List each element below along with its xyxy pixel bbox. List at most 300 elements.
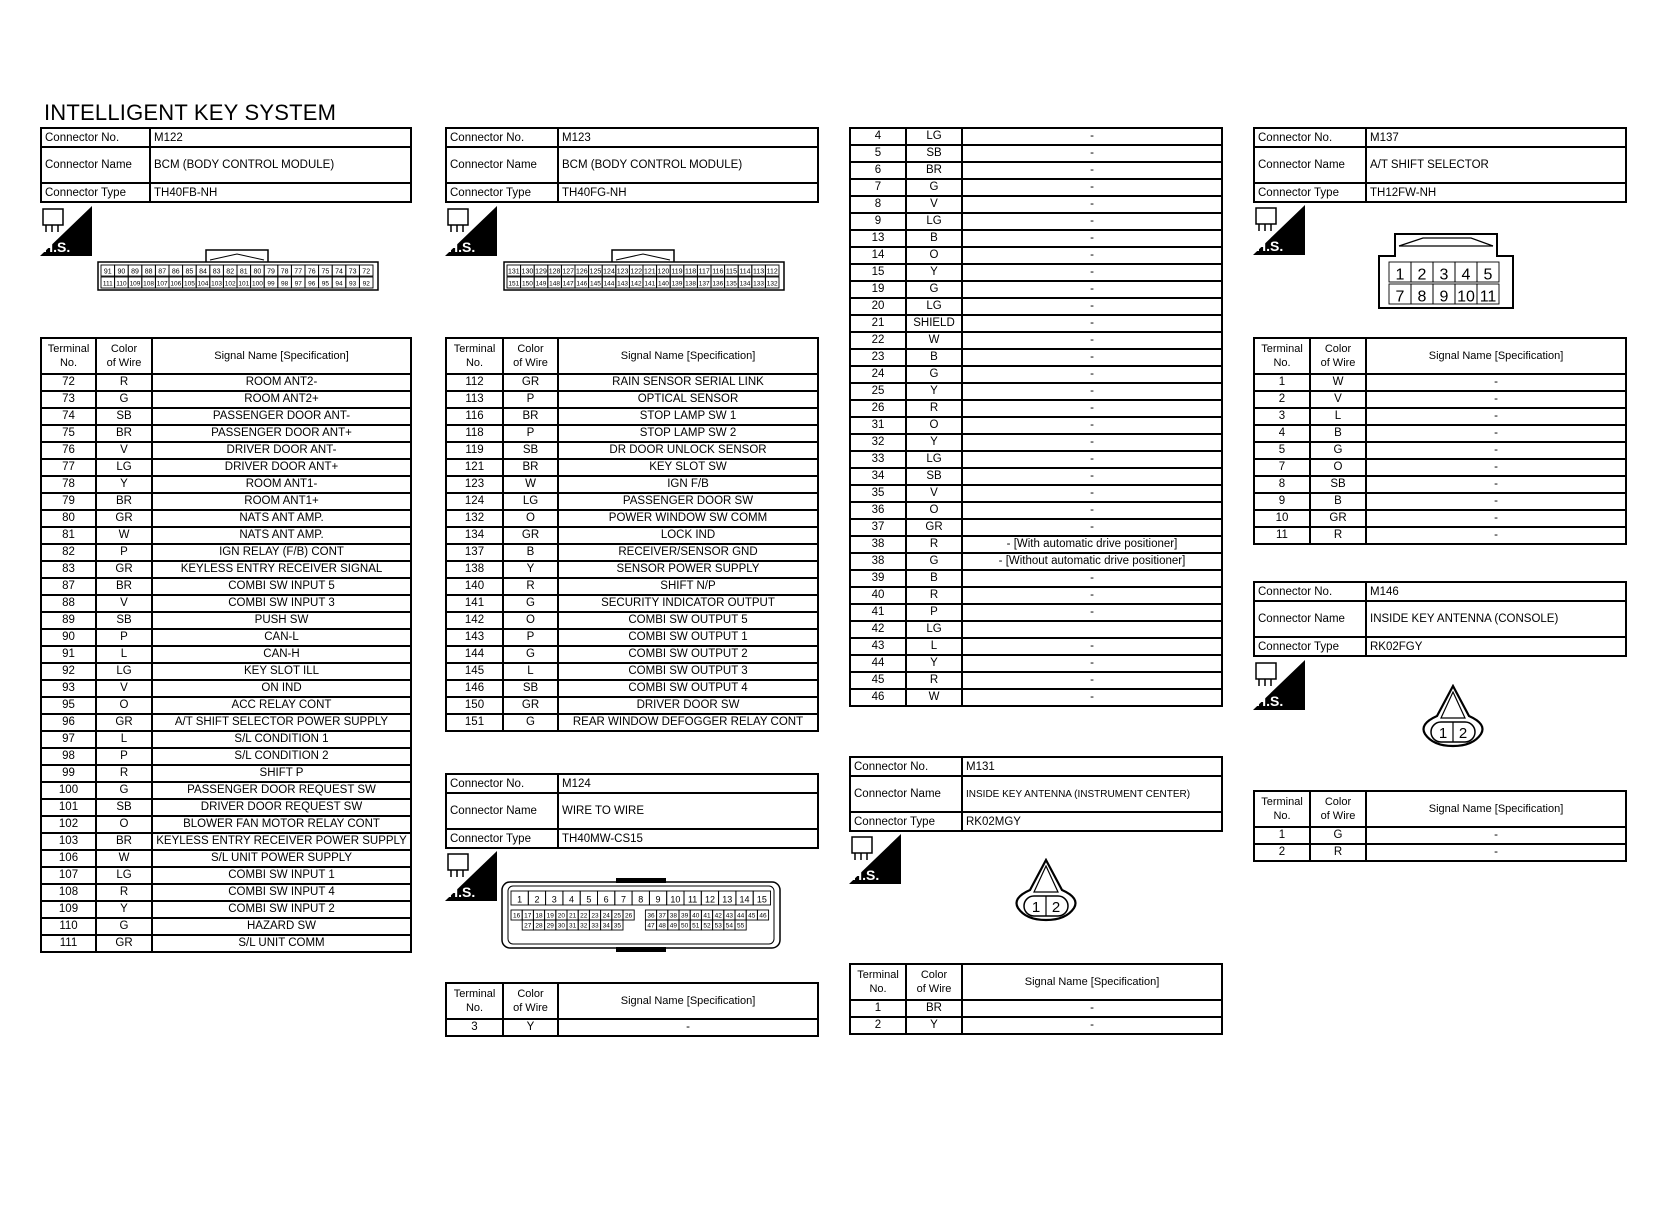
label-connector-type: Connector Type [1254,637,1366,656]
table-row [1254,510,1626,527]
terminal-no: 150 [446,697,503,714]
terminal-no: 107 [41,867,96,884]
header-wire-color: Color of Wire [1310,338,1366,374]
wire-color: LG [96,459,152,476]
terminal-no: 97 [41,731,96,748]
signal-name: - [558,1019,818,1036]
terminal-no: 4 [1254,425,1310,442]
terminal-no: 38 [850,536,906,553]
connector-key [616,947,666,952]
terminal-no: 119 [446,442,503,459]
m131-connector-name: INSIDE KEY ANTENNA (INSTRUMENT CENTER) [962,776,1222,812]
table-row [41,935,411,952]
table-row [41,697,411,714]
terminal-no: 109 [41,901,96,918]
terminal-no: 76 [41,442,96,459]
wire-color: GR [96,714,152,731]
wire-color: Y [96,476,152,493]
table-row [446,714,818,731]
wire-color: Y [96,901,152,918]
wire-color: Y [906,434,962,451]
table-row [41,663,411,680]
wire-color: W [1310,374,1366,391]
pin-number: 6 [603,894,609,905]
pin-number: 46 [759,912,767,920]
wire-color: LG [96,867,152,884]
signal-name: DRIVER DOOR ANT- [152,442,411,459]
pin-number: 26 [624,912,633,920]
pin-number: 18 [535,912,543,920]
table-row [850,366,1222,383]
pin-number: 31 [568,922,577,930]
pin-number: 1 [517,894,523,905]
pin-number: 10 [1457,288,1475,306]
pin-number: 88 [144,268,153,276]
wire-color: G [1310,827,1366,844]
table-row [41,816,411,833]
pin-number: 76 [307,268,316,276]
pin-number: 5 [586,894,592,905]
connector-latch [1399,238,1493,246]
pin-number: 49 [669,922,678,930]
signal-name: LOCK IND [558,527,818,544]
harness-side-icon [849,834,901,889]
signal-name: - [With automatic drive positioner] [962,536,1222,553]
table-row [850,451,1222,468]
header-wire-color: Color of Wire [1310,791,1366,827]
terminal-no: 1 [850,1000,906,1017]
wire-color: L [503,663,558,680]
signal-name: - [1366,493,1626,510]
pin-number: 83 [212,268,221,276]
label-connector-type: Connector Type [850,812,962,831]
pin-number: 129 [535,268,547,276]
pin-number: 106 [170,280,182,288]
terminal-no: 83 [41,561,96,578]
wire-color: R [96,765,152,782]
wire-color: Y [906,264,962,281]
label-connector-type: Connector Type [1254,183,1366,202]
signal-name: - [962,519,1222,536]
signal-name: KEY SLOT ILL [152,663,411,680]
pin-number: 136 [712,280,724,288]
table-row [850,1017,1222,1034]
m146-terminal-table [1253,790,1627,862]
pin-number: 38 [669,912,678,920]
pin-number: 73 [348,268,357,276]
table-row [850,264,1222,281]
pin-number: 100 [251,280,263,288]
header-terminal-no: Terminal No. [41,338,96,374]
table-row [446,476,818,493]
signal-name: SENSOR POWER SUPPLY [558,561,818,578]
pin-number: 139 [671,280,683,288]
table-row [1254,493,1626,510]
signal-name: DRIVER DOOR ANT+ [152,459,411,476]
table-row [850,485,1222,502]
table-row [41,408,411,425]
terminal-no: 5 [850,145,906,162]
table-row [850,536,1222,553]
wire-color: Y [503,1019,558,1036]
pin-number: 146 [576,280,588,288]
table-row [446,527,818,544]
table-row [41,476,411,493]
pin-number: 72 [362,268,371,276]
table-row [850,502,1222,519]
table-row [446,442,818,459]
wire-color: SB [1310,476,1366,493]
table-row [446,578,818,595]
table-row [41,714,411,731]
signal-name: - [962,230,1222,247]
signal-name: - [962,383,1222,400]
pin-number: 133 [753,280,765,288]
terminal-no: 21 [850,315,906,332]
pin-number: 125 [589,268,602,276]
wire-color: BR [906,1000,962,1017]
page-title: INTELLIGENT KEY SYSTEM [44,100,337,125]
wire-color: GR [1310,510,1366,527]
terminal-no: 75 [41,425,96,442]
signal-name: NATS ANT AMP. [152,510,411,527]
terminal-no: 145 [446,663,503,680]
terminal-no: 102 [41,816,96,833]
table-row [1254,459,1626,476]
wire-color: BR [96,833,152,850]
pin-number: 87 [158,268,167,276]
wire-color: B [503,544,558,561]
terminal-no: 42 [850,621,906,638]
table-row [41,510,411,527]
connector-latch [210,254,264,260]
pin-number: 104 [197,280,209,288]
m123-connector-name: BCM (BODY CONTROL MODULE) [558,147,818,183]
signal-name: - [962,689,1222,706]
terminal-no: 20 [850,298,906,315]
terminal-no: 35 [850,485,906,502]
terminal-no: 72 [41,374,96,391]
terminal-no: 26 [850,400,906,417]
signal-name: - [962,468,1222,485]
wire-color: G [96,918,152,935]
connector-key [1034,866,1058,892]
wire-color: Y [906,383,962,400]
signal-name: DRIVER DOOR SW [558,697,818,714]
pin-number: 109 [129,280,141,288]
label-connector-name: Connector Name [446,147,558,183]
pin-number: 135 [725,280,737,288]
m137-terminal-table [1253,337,1627,545]
table-row [850,298,1222,315]
table-row [1254,476,1626,493]
pin-number: 1 [1031,899,1041,916]
header-signal-name: Signal Name [Specification] [558,338,818,374]
signal-name: - [1366,459,1626,476]
pin-number: 1 [1438,725,1448,742]
table-row [41,391,411,408]
terminal-no: 144 [446,646,503,663]
header-wire-color: Color of Wire [906,964,962,1000]
header-signal-name: Signal Name [Specification] [558,983,818,1019]
table-row [850,247,1222,264]
wire-color: P [503,629,558,646]
table-row [446,680,818,697]
terminal-no: 37 [850,519,906,536]
pin-number: 9 [655,894,661,905]
pin-number: 51 [692,922,700,930]
m124-terminal-table-part2 [445,982,819,1037]
terminal-no: 33 [850,451,906,468]
m131-connector-no: M131 [962,757,1222,776]
wire-color: SB [906,468,962,485]
wire-color: O [96,697,152,714]
pin-number: 30 [557,922,566,930]
pin-number: 89 [131,268,139,276]
wire-color: W [96,850,152,867]
signal-name: ACC RELAY CONT [152,697,411,714]
header-terminal-no: Terminal No. [1254,338,1310,374]
pin-number: 24 [602,912,610,920]
label-connector-name: Connector Name [41,147,150,183]
pin-number: 78 [280,268,289,276]
signal-name: - [962,638,1222,655]
pin-number: 2 [1051,899,1061,916]
m122-connector-name: BCM (BODY CONTROL MODULE) [150,147,411,183]
header-signal-name: Signal Name [Specification] [152,338,411,374]
terminal-no: 8 [1254,476,1310,493]
signal-name: PASSENGER DOOR SW [558,493,818,510]
table-row [41,374,411,391]
m123-connector-diagram [502,246,786,297]
table-row [850,519,1222,536]
pin-number: 91 [103,268,112,276]
pin-number: 134 [739,280,751,288]
signal-name: - [962,587,1222,604]
terminal-no: 43 [850,638,906,655]
table-row [850,604,1222,621]
harness-side-icon [445,851,497,906]
terminal-no: 78 [41,476,96,493]
m122-connector-type: TH40FB-NH [150,183,411,202]
label-connector-type: Connector Type [446,829,558,848]
pin-number: 130 [521,268,534,276]
pin-number: 117 [698,268,710,276]
table-row [41,748,411,765]
wire-color: GR [906,519,962,536]
m137-connector-diagram [1375,230,1525,315]
wire-color: G [96,391,152,408]
table-row [446,544,818,561]
signal-name: ROOM ANT1- [152,476,411,493]
terminal-no: 44 [850,655,906,672]
terminal-no: 2 [850,1017,906,1034]
signal-name: RECEIVER/SENSOR GND [558,544,818,561]
table-row [850,638,1222,655]
m122-connector-diagram [96,246,380,297]
pin-number: 94 [335,280,343,288]
pin-number: 102 [224,280,236,288]
terminal-no: 1 [1254,827,1310,844]
m146-connector-name: INSIDE KEY ANTENNA (CONSOLE) [1366,601,1626,637]
table-row [850,213,1222,230]
pin-number: 95 [321,280,330,288]
wire-color: LG [906,621,962,638]
signal-name: CAN-H [152,646,411,663]
terminal-no: 74 [41,408,96,425]
pin-number: 3 [551,894,557,905]
terminal-no: 110 [41,918,96,935]
terminal-no: 31 [850,417,906,434]
terminal-no: 134 [446,527,503,544]
header-signal-name: Signal Name [Specification] [1366,791,1626,827]
table-row [850,315,1222,332]
pin-number: 145 [589,280,601,288]
pin-number: 108 [143,280,155,288]
wire-color: R [906,400,962,417]
signal-name: SHIFT P [152,765,411,782]
label-connector-no: Connector No. [1254,128,1366,147]
terminal-no: 113 [446,391,503,408]
pin-number: 27 [524,922,532,930]
header-terminal-no: Terminal No. [1254,791,1310,827]
signal-name: S/L CONDITION 2 [152,748,411,765]
m124-connector-no: M124 [558,774,818,793]
table-row [446,595,818,612]
wire-color: LG [906,128,962,145]
pin-number: 115 [725,268,737,276]
terminal-no: 143 [446,629,503,646]
signal-name: - [962,264,1222,281]
table-row [41,629,411,646]
pin-number: 74 [335,268,343,276]
connector-latch [612,250,674,262]
pin-number: 84 [199,268,207,276]
pin-number: 121 [643,268,656,276]
wire-color: P [503,425,558,442]
wire-color: Y [906,655,962,672]
wire-color: LG [503,493,558,510]
label-connector-type: Connector Type [446,183,558,202]
m146-connector-no: M146 [1366,582,1626,601]
pin-number: 17 [524,912,532,920]
pin-number: 53 [714,922,722,930]
wire-color: B [1310,493,1366,510]
signal-name: DRIVER DOOR REQUEST SW [152,799,411,816]
wire-color: BR [96,425,152,442]
signal-name: S/L UNIT POWER SUPPLY [152,850,411,867]
signal-name: ROOM ANT1+ [152,493,411,510]
wire-color: GR [96,935,152,952]
wire-color: BR [96,578,152,595]
signal-name: - [962,128,1222,145]
terminal-no: 88 [41,595,96,612]
pin-number: 128 [548,268,561,276]
table-row [41,901,411,918]
terminal-no: 89 [41,612,96,629]
table-row [446,493,818,510]
table-row [1254,527,1626,544]
wire-color: R [96,884,152,901]
pin-number: 43 [725,912,734,920]
pin-number: 103 [211,280,223,288]
pin-number: 141 [644,280,656,288]
wire-color: O [1310,459,1366,476]
pin-number: 96 [308,280,316,288]
signal-name: - [962,400,1222,417]
wire-color: LG [906,451,962,468]
pin-number: 50 [680,922,689,930]
terminal-no: 38 [850,553,906,570]
table-row [446,561,818,578]
terminal-no: 9 [1254,493,1310,510]
pin-number: 13 [722,894,733,905]
table-row [850,417,1222,434]
signal-name: KEYLESS ENTRY RECEIVER POWER SUPPLY [152,833,411,850]
signal-name: - [962,315,1222,332]
table-row [446,459,818,476]
table-row [1254,827,1626,844]
table-row [446,612,818,629]
wire-color: V [1310,391,1366,408]
table-row [850,281,1222,298]
terminal-no: 24 [850,366,906,383]
table-row [850,1000,1222,1017]
wire-color: O [96,816,152,833]
pin-number: 11 [1479,288,1497,306]
wire-color: SB [503,680,558,697]
table-row [41,867,411,884]
signal-name: - [1366,827,1626,844]
pin-number: 127 [562,268,575,276]
pin-number: 143 [617,280,629,288]
wire-color: GR [503,374,558,391]
header-terminal-no: Terminal No. [446,338,503,374]
hs-label: H.S. [43,239,71,255]
svg-text:H.S.: H.S. [852,867,880,883]
signal-name: - [962,417,1222,434]
wire-color: BR [503,459,558,476]
table-row [41,782,411,799]
signal-name: - [962,281,1222,298]
label-connector-name: Connector Name [446,793,558,829]
pin-number: 131 [507,268,520,276]
pin-number: 32 [580,922,588,930]
pin-number: 112 [766,268,778,276]
m123-connector-info [445,127,819,203]
terminal-no: 123 [446,476,503,493]
pin-number: 7 [1395,288,1405,306]
table-row [446,697,818,714]
pin-number: 52 [703,922,711,930]
terminal-no: 8 [850,196,906,213]
signal-name: SECURITY INDICATOR OUTPUT [558,595,818,612]
pin-number: 40 [692,912,700,920]
signal-name: PASSENGER DOOR ANT+ [152,425,411,442]
pin-number: 45 [748,912,756,920]
table-row [850,383,1222,400]
signal-name: - [1366,374,1626,391]
table-row [41,731,411,748]
table-row [41,833,411,850]
m137-connector-info [1253,127,1627,203]
label-connector-name: Connector Name [1254,601,1366,637]
wire-color: SB [96,799,152,816]
m137-connector-no: M137 [1366,128,1626,147]
signal-name: - [962,298,1222,315]
wire-color: O [906,502,962,519]
table-row [446,408,818,425]
